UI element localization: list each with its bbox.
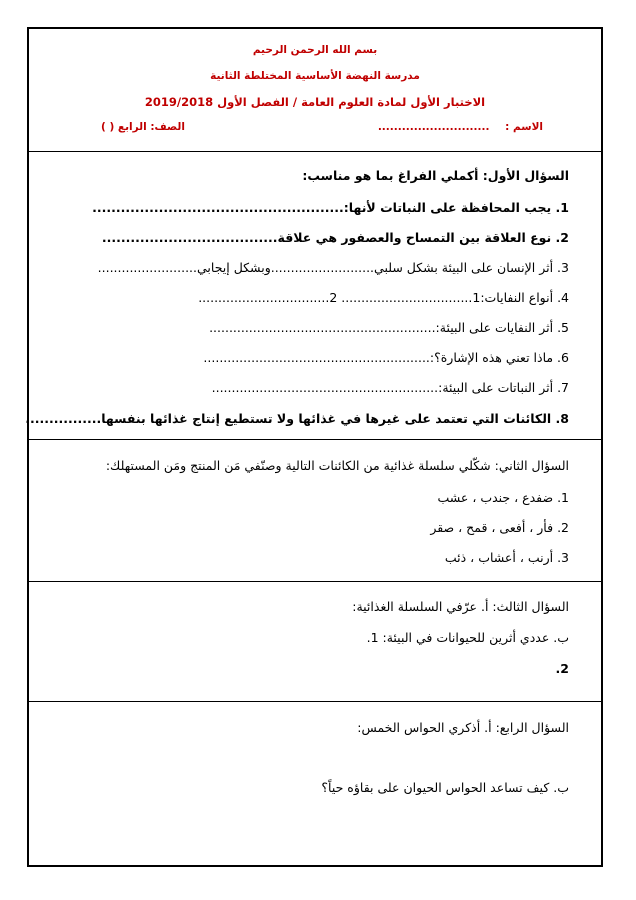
divider bbox=[29, 439, 601, 440]
q3-item-b2: 2. bbox=[555, 661, 569, 676]
q3-title: السؤال الثالث: أ. عرّفي السلسلة الغذائية: bbox=[352, 599, 569, 614]
q1-item: 1. يجب المحافظة على النباتات لأنها:..................................................... bbox=[92, 200, 569, 215]
basmala: بسم الله الرحمن الرحيم bbox=[252, 44, 378, 56]
school-name: مدرسة النهضة الأساسية المختلطة الثانية bbox=[210, 70, 420, 82]
name-label: الاسم : bbox=[505, 121, 543, 133]
q1-item: 4. أنواع النفايات:1................................. 2................................. bbox=[198, 290, 569, 305]
q4-item-b: ب. كيف تساعد الحواس الحيوان على بقاؤه حياً؟ bbox=[321, 780, 569, 795]
q2-title: السؤال الثاني: شكّلي سلسلة غذائية من الكائنات التالية وصنّفي مَن المنتج ومَن المستهلك: bbox=[105, 458, 569, 473]
divider bbox=[29, 151, 601, 152]
q1-item: 6. ماذا تعني هذه الإشارة؟:......................................................... bbox=[203, 350, 569, 365]
divider bbox=[29, 701, 601, 702]
q1-item: 8. الكائنات التي تعتمد على غيرها في غذائها ولا تستطيع إنتاج غذائها بنفسها................ bbox=[25, 411, 569, 426]
exam-title: الاختبار الأول لمادة العلوم العامة / الفصل الأول 2019/2018 bbox=[144, 95, 486, 109]
q2-item: 3. أرنب ، أعشاب ، ذئب bbox=[444, 550, 569, 565]
q4-title: السؤال الرابع: أ. أذكري الحواس الخمس: bbox=[357, 720, 569, 735]
q1-item: 3. أثر الإنسان على البيئة بشكل سلبي..........................وبشكل إيجابي......................... bbox=[97, 260, 569, 275]
q2-item: 1. ضفدع ، جندب ، عشب bbox=[437, 490, 569, 505]
page-frame bbox=[27, 27, 603, 867]
class-label: الصف: الرابع ( ) bbox=[101, 121, 185, 133]
name-blank: ............................ bbox=[377, 121, 490, 133]
q1-title: السؤال الأول: أكملي الفراغ بما هو مناسب: bbox=[302, 168, 569, 183]
q3-item-b: ب. عددي أثرين للحيوانات في البيئة: 1. bbox=[366, 630, 569, 645]
student-name-row bbox=[378, 121, 543, 133]
q1-item: 7. أثر النباتات على البيئة:......................................................... bbox=[211, 380, 569, 395]
divider bbox=[29, 581, 601, 582]
q1-item: 5. أثر النفايات على البيئة:......................................................... bbox=[209, 320, 569, 335]
q2-item: 2. فأر ، أفعى ، قمح ، صقر bbox=[430, 520, 569, 535]
q1-item: 2. نوع العلاقة بين التمساح والعصفور هي علاقة..................................... bbox=[101, 230, 569, 245]
